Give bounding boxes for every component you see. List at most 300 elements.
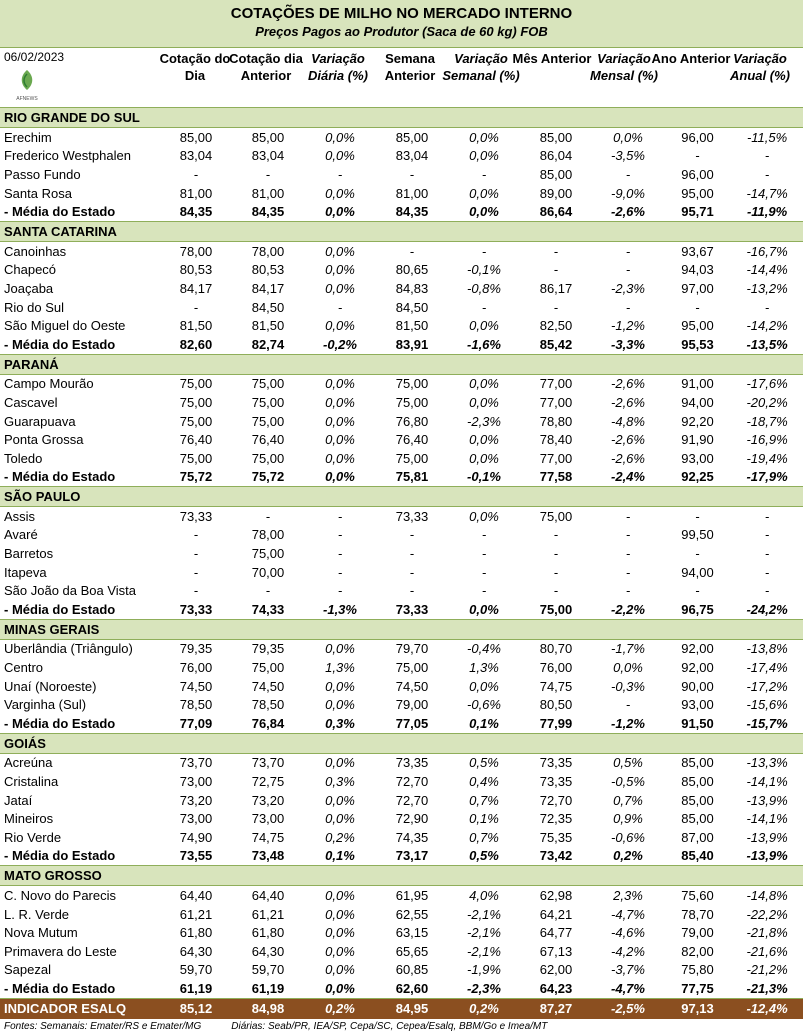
cell: - [764, 527, 770, 543]
row-label: - Média do Estado [0, 847, 160, 866]
row-label: Ponta Grossa [4, 432, 84, 448]
cell: - [625, 166, 631, 182]
cell: -20,2% [746, 394, 788, 410]
cell: -2,6% [611, 450, 645, 466]
cell: 60,85 [395, 962, 429, 978]
cell: 83,04 [179, 148, 213, 164]
cell: - [481, 564, 487, 580]
cell: 0,0% [613, 660, 643, 676]
state-header [0, 354, 803, 374]
cell: -2,6% [592, 202, 664, 221]
cell: 75,35 [539, 829, 573, 845]
cell: 77,00 [539, 376, 573, 392]
state-header [0, 108, 803, 128]
cell: - [193, 564, 199, 580]
cell: 0,0% [469, 129, 499, 145]
cell: - [764, 564, 770, 580]
cell: 0,0% [325, 413, 355, 429]
cell: 61,80 [179, 925, 213, 941]
cell: -4,7% [611, 906, 645, 922]
cell: -17,6% [746, 376, 788, 392]
cell: 94,00 [681, 564, 714, 580]
cell: 64,30 [251, 943, 285, 959]
table-row [0, 316, 803, 335]
cell: 0,0% [325, 432, 355, 448]
row-label: - Média do Estado [0, 979, 160, 998]
cell: -13,9% [746, 829, 788, 845]
cell: 59,70 [251, 962, 285, 978]
state-average-row [0, 714, 803, 733]
cell: - [553, 583, 559, 599]
state-header [0, 733, 803, 753]
cell: 0,0% [325, 262, 355, 278]
cell: 87,27 [520, 998, 592, 1019]
cell: 73,33 [179, 508, 213, 524]
cell: 0,7% [469, 792, 499, 808]
cell: 85,00 [179, 129, 213, 145]
cell: 0,0% [304, 979, 376, 998]
cell: 0,1% [448, 714, 520, 733]
cell: -24,2% [731, 600, 803, 619]
state-name: SANTA CATARINA [0, 221, 803, 241]
state-header [0, 221, 803, 241]
table-row [0, 241, 803, 260]
cell: 73,48 [232, 847, 304, 866]
state-name: MATO GROSSO [0, 866, 803, 886]
cell: - [625, 546, 631, 562]
column-header-4: Semana Anterior [384, 51, 436, 83]
cell: 73,00 [179, 811, 213, 827]
cell: 0,2% [325, 829, 355, 845]
cell: -14,2% [746, 318, 788, 334]
cell: 72,70 [395, 774, 429, 790]
cell: 97,13 [664, 998, 731, 1019]
cell: -13,9% [746, 792, 788, 808]
row-label: Sapezal [4, 962, 51, 978]
state-name: MINAS GERAIS [0, 619, 803, 639]
cell: -0,4% [467, 641, 501, 657]
cell: 63,15 [395, 925, 429, 941]
cell: 61,95 [395, 887, 429, 903]
cell: 1,3% [325, 660, 355, 676]
cell: - [481, 166, 487, 182]
cell: 79,35 [179, 641, 213, 657]
cell: 0,1% [469, 811, 499, 827]
cell: 84,83 [395, 280, 429, 296]
column-header-5: Variação Semanal (%) [442, 51, 520, 83]
cell: -2,5% [592, 998, 664, 1019]
cell: 75,00 [251, 450, 285, 466]
cell: 74,33 [232, 600, 304, 619]
cell: -2,6% [611, 394, 645, 410]
cell: -17,4% [746, 660, 788, 676]
row-label: Barretos [4, 546, 54, 562]
state-header [0, 866, 803, 886]
cell: - [553, 262, 559, 278]
cell: 64,21 [539, 906, 573, 922]
cell: -2,3% [611, 280, 645, 296]
cell: 76,84 [232, 714, 304, 733]
cell: -2,2% [592, 600, 664, 619]
cell: 85,00 [681, 811, 714, 827]
cell: 64,30 [179, 943, 213, 959]
cell: - [625, 583, 631, 599]
cell: -4,7% [592, 979, 664, 998]
cell: -14,4% [746, 262, 788, 278]
cell: -0,6% [611, 829, 645, 845]
cell: 92,00 [681, 641, 714, 657]
cell: -11,5% [746, 129, 788, 145]
cell: 0,0% [469, 450, 499, 466]
row-label: - Média do Estado [0, 202, 160, 221]
cell: 92,00 [681, 660, 714, 676]
cell: 76,00 [179, 660, 213, 676]
cell: 75,00 [395, 376, 429, 392]
cell: 0,0% [325, 678, 355, 694]
cell: - [409, 243, 415, 259]
cell: 75,00 [539, 508, 573, 524]
cell: 64,40 [251, 887, 285, 903]
cell: 0,0% [469, 394, 499, 410]
cell: 67,13 [539, 943, 573, 959]
logo-text: AFNEWS [16, 96, 38, 102]
cell: 75,00 [179, 376, 213, 392]
cell: 61,21 [251, 906, 285, 922]
column-header-8: Ano Anterior [651, 51, 731, 66]
cell: - [764, 508, 770, 524]
table-row [0, 147, 803, 166]
cell: 85,00 [539, 166, 573, 182]
table-row [0, 886, 803, 905]
cell: 85,12 [160, 998, 232, 1019]
cell: 73,35 [539, 774, 573, 790]
cell: 62,98 [539, 887, 573, 903]
row-label: Avaré [4, 527, 38, 543]
cell: 74,35 [395, 829, 429, 845]
table-row [0, 393, 803, 412]
cell: 0,0% [325, 376, 355, 392]
cell: 94,00 [681, 394, 714, 410]
cell: - [337, 299, 343, 315]
cell: - [695, 546, 700, 562]
cell: 61,21 [179, 906, 213, 922]
cell: 0,0% [325, 450, 355, 466]
cell: 80,50 [539, 697, 573, 713]
state-name: PARANÁ [0, 354, 803, 374]
cell: 73,35 [539, 755, 573, 771]
afnews-logo [14, 68, 40, 104]
row-label: Chapecó [4, 262, 57, 278]
cell: -1,7% [611, 641, 645, 657]
cell: -0,6% [467, 697, 501, 713]
cell: 78,00 [251, 527, 285, 543]
cell: - [193, 166, 199, 182]
cell: - [265, 583, 271, 599]
cell: 73,33 [395, 508, 429, 524]
cell: -2,6% [611, 432, 645, 448]
cell: 84,17 [251, 280, 285, 296]
cell: 77,75 [664, 979, 731, 998]
table-row [0, 374, 803, 393]
row-label: - Média do Estado [0, 714, 160, 733]
table-row [0, 449, 803, 468]
cell: 91,90 [681, 432, 714, 448]
table-row [0, 526, 803, 545]
cell: 95,00 [681, 185, 714, 201]
cell: -18,7% [746, 413, 788, 429]
cell: 0,0% [469, 678, 499, 694]
cell: 0,0% [448, 202, 520, 221]
cell: - [337, 583, 343, 599]
cell: - [695, 508, 700, 524]
cell: 75,72 [160, 468, 232, 487]
cell: - [193, 299, 199, 315]
cell: - [409, 546, 415, 562]
row-label: Cristalina [4, 774, 59, 790]
cell: -12,4% [731, 998, 803, 1019]
cell: 86,64 [520, 202, 592, 221]
table-row [0, 961, 803, 980]
cell: -2,6% [611, 376, 645, 392]
cell: 72,70 [539, 792, 573, 808]
table-row [0, 772, 803, 791]
column-header-2: Cotação dia Anterior [229, 51, 303, 83]
table-row [0, 942, 803, 961]
cell: - [764, 148, 770, 164]
table-row [0, 412, 803, 431]
cell: - [625, 508, 631, 524]
row-label: Assis [4, 508, 36, 524]
cell: 0,3% [304, 714, 376, 733]
cell: - [695, 299, 700, 315]
cell: 76,80 [395, 413, 429, 429]
table-row [0, 165, 803, 184]
cell: 1,3% [469, 660, 499, 676]
cell: 74,50 [179, 678, 213, 694]
cell: - [193, 546, 199, 562]
cell: 61,19 [160, 979, 232, 998]
cell: 0,0% [325, 280, 355, 296]
cell: 81,50 [251, 318, 285, 334]
cell: 85,00 [681, 774, 714, 790]
row-label: Mineiros [4, 811, 54, 827]
cell: 83,04 [251, 148, 285, 164]
cell: 78,50 [179, 697, 213, 713]
cell: 76,00 [539, 660, 573, 676]
cell: 77,05 [376, 714, 448, 733]
cell: 91,50 [664, 714, 731, 733]
cell: 86,17 [539, 280, 573, 296]
cell: -2,1% [467, 906, 501, 922]
cell: -13,8% [746, 641, 788, 657]
cell: 85,00 [681, 792, 714, 808]
cell: 80,53 [251, 262, 285, 278]
cell: -13,9% [731, 847, 803, 866]
cell: 77,99 [520, 714, 592, 733]
cell: 0,4% [469, 774, 499, 790]
cell: 0,0% [325, 887, 355, 903]
table-row [0, 430, 803, 449]
cell: 80,70 [539, 641, 573, 657]
cell: 73,33 [160, 600, 232, 619]
cell: 84,98 [232, 998, 304, 1019]
cell: -21,6% [746, 943, 788, 959]
cell: -14,7% [746, 185, 788, 201]
cell: 87,00 [681, 829, 714, 845]
cell: -13,5% [731, 335, 803, 354]
cell: -15,7% [731, 714, 803, 733]
cell: - [695, 148, 700, 164]
row-label: Unaí (Noroeste) [4, 678, 97, 694]
cell: 85,00 [681, 755, 714, 771]
cell: - [337, 527, 343, 543]
cell: - [481, 243, 487, 259]
cell: 74,75 [251, 829, 285, 845]
row-label: Guarapuava [4, 413, 76, 429]
cell: 81,00 [251, 185, 285, 201]
cell: 0,9% [613, 811, 643, 827]
cell: 0,0% [304, 468, 376, 487]
cell: 85,40 [664, 847, 731, 866]
cell: - [553, 564, 559, 580]
cell: 79,00 [681, 925, 714, 941]
cell: 78,00 [179, 243, 213, 259]
cell: 0,0% [325, 792, 355, 808]
cell: 64,40 [179, 887, 213, 903]
cell: 75,00 [395, 450, 429, 466]
cell: 93,67 [681, 243, 714, 259]
cell: 78,40 [539, 432, 573, 448]
cell: 61,19 [232, 979, 304, 998]
cell: 75,00 [179, 413, 213, 429]
cell: 0,0% [325, 697, 355, 713]
cell: 78,00 [251, 243, 285, 259]
cell: 62,60 [376, 979, 448, 998]
table-row [0, 905, 803, 924]
cell: 77,09 [160, 714, 232, 733]
cell: 92,20 [681, 413, 714, 429]
cell: 85,00 [539, 129, 573, 145]
row-label: - Média do Estado [0, 335, 160, 354]
cell: 95,53 [664, 335, 731, 354]
cell: -11,9% [731, 202, 803, 221]
row-label: Rio Verde [4, 829, 62, 845]
table-row [0, 791, 803, 810]
row-label: Itapeva [4, 564, 47, 580]
cell: 82,50 [539, 318, 573, 334]
cell: - [265, 508, 271, 524]
row-label: Nova Mutum [4, 925, 78, 941]
row-label: Primavera do Leste [4, 943, 117, 959]
cell: - [337, 166, 343, 182]
cell: 70,00 [251, 564, 285, 580]
cell: 74,50 [395, 678, 429, 694]
cell: 0,0% [325, 394, 355, 410]
cell: 72,70 [395, 792, 429, 808]
cell: 97,00 [681, 280, 714, 296]
cell: - [337, 508, 343, 524]
table-row [0, 298, 803, 317]
cell: 75,00 [251, 376, 285, 392]
cell: 84,35 [376, 202, 448, 221]
cell: 75,00 [251, 660, 285, 676]
cell: 4,0% [469, 887, 499, 903]
cell: -16,9% [746, 432, 788, 448]
cell: 83,91 [376, 335, 448, 354]
footer-sources [0, 1019, 803, 1034]
row-label: Cascavel [4, 394, 58, 410]
cell: 84,50 [251, 299, 285, 315]
row-label: São João da Boa Vista [4, 583, 137, 599]
cell: - [553, 243, 559, 259]
cell: 73,20 [251, 792, 285, 808]
cell: 83,04 [395, 148, 429, 164]
cell: - [625, 527, 631, 543]
cell: 85,42 [520, 335, 592, 354]
cell: 95,00 [681, 318, 714, 334]
cell: - [764, 299, 770, 315]
cell: - [695, 583, 700, 599]
cell: -2,3% [467, 413, 501, 429]
cell: - [193, 583, 199, 599]
quotation-table [0, 107, 803, 1019]
table-row [0, 809, 803, 828]
cell: 79,00 [395, 697, 429, 713]
cell: - [553, 527, 559, 543]
cell: -1,3% [304, 600, 376, 619]
cell: -2,4% [592, 468, 664, 487]
cell: 92,25 [664, 468, 731, 487]
cell: 73,33 [376, 600, 448, 619]
cell: -0,2% [304, 335, 376, 354]
cell: 0,1% [304, 847, 376, 866]
cell: 75,00 [395, 394, 429, 410]
cell: 0,0% [325, 641, 355, 657]
table-row [0, 658, 803, 677]
table-row [0, 639, 803, 658]
cell: 0,3% [325, 774, 355, 790]
cell: 84,35 [232, 202, 304, 221]
column-header-9: Variação Anual (%) [730, 51, 790, 83]
cell: 75,72 [232, 468, 304, 487]
cell: 75,00 [395, 660, 429, 676]
table-row [0, 563, 803, 582]
cell: -3,5% [611, 148, 645, 164]
cell: 73,35 [395, 755, 429, 771]
cell: - [409, 583, 415, 599]
cell: 77,00 [539, 394, 573, 410]
table-row [0, 507, 803, 526]
cell: 78,80 [539, 413, 573, 429]
row-label: São Miguel do Oeste [4, 318, 126, 334]
row-label: Varginha (Sul) [4, 697, 87, 713]
cell: 75,00 [251, 546, 285, 562]
cell: 0,0% [325, 755, 355, 771]
cell: 81,00 [395, 185, 429, 201]
row-label: - Média do Estado [0, 468, 160, 487]
cell: -0,5% [611, 774, 645, 790]
cell: 99,50 [681, 527, 714, 543]
cell: 84,95 [376, 998, 448, 1019]
row-label: Santa Rosa [4, 185, 72, 201]
cell: 0,0% [469, 376, 499, 392]
cell: 84,35 [160, 202, 232, 221]
cell: 95,71 [664, 202, 731, 221]
table-row [0, 279, 803, 298]
cell: 0,0% [304, 202, 376, 221]
row-label: Passo Fundo [4, 166, 81, 182]
state-name: RIO GRANDE DO SUL [0, 108, 803, 128]
